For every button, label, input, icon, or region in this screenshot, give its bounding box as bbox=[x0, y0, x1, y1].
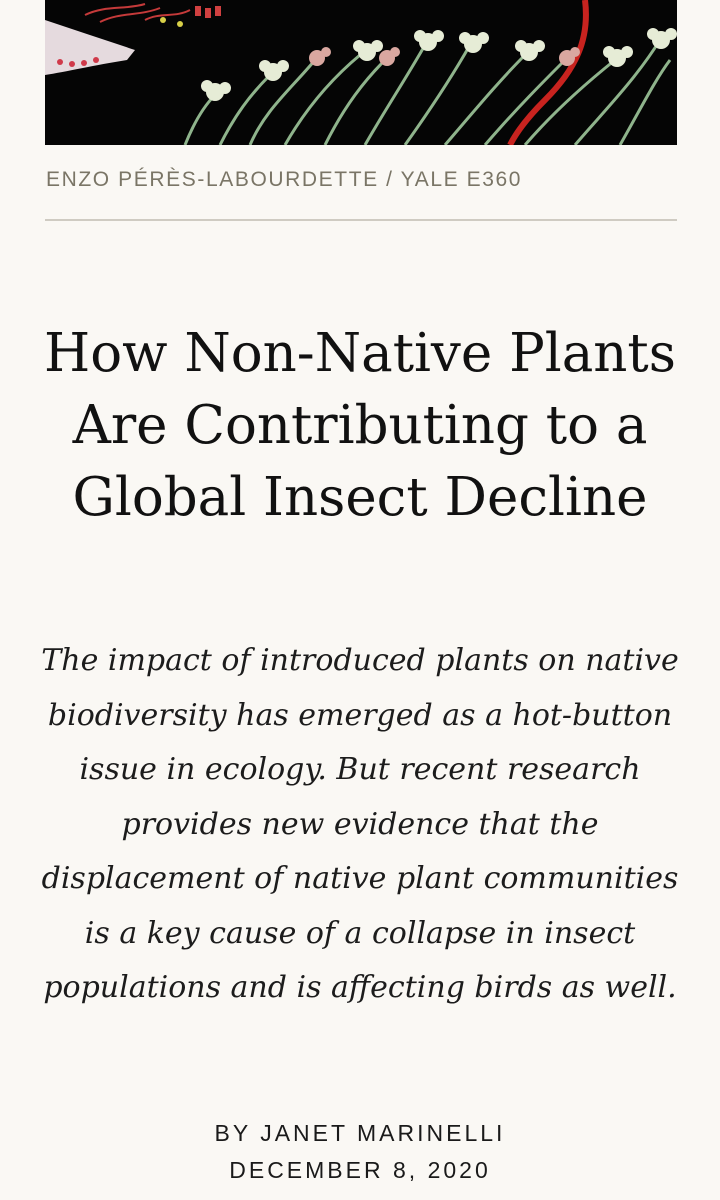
publish-date: DECEMBER 8, 2020 bbox=[229, 1157, 491, 1183]
hero-illustration bbox=[45, 0, 677, 145]
article-title: How Non-Native Plants Are Contributing to a Global Insect Decline bbox=[44, 323, 676, 528]
divider bbox=[45, 219, 677, 221]
plant-illustration bbox=[45, 0, 677, 145]
image-credit: ENZO PÉRÈS-LABOURDETTE / YALE E360 bbox=[46, 168, 523, 191]
article-subtitle: The impact of introduced plants on native biodiversity has emerged as a hot-button issue in ecology. But recent research provides new evidence that the displacement of native plant communities is a key cause of a collapse in insect populations and is affecting birds as well. bbox=[41, 643, 679, 1005]
author-byline[interactable]: BY JANET MARINELLI bbox=[214, 1120, 506, 1146]
